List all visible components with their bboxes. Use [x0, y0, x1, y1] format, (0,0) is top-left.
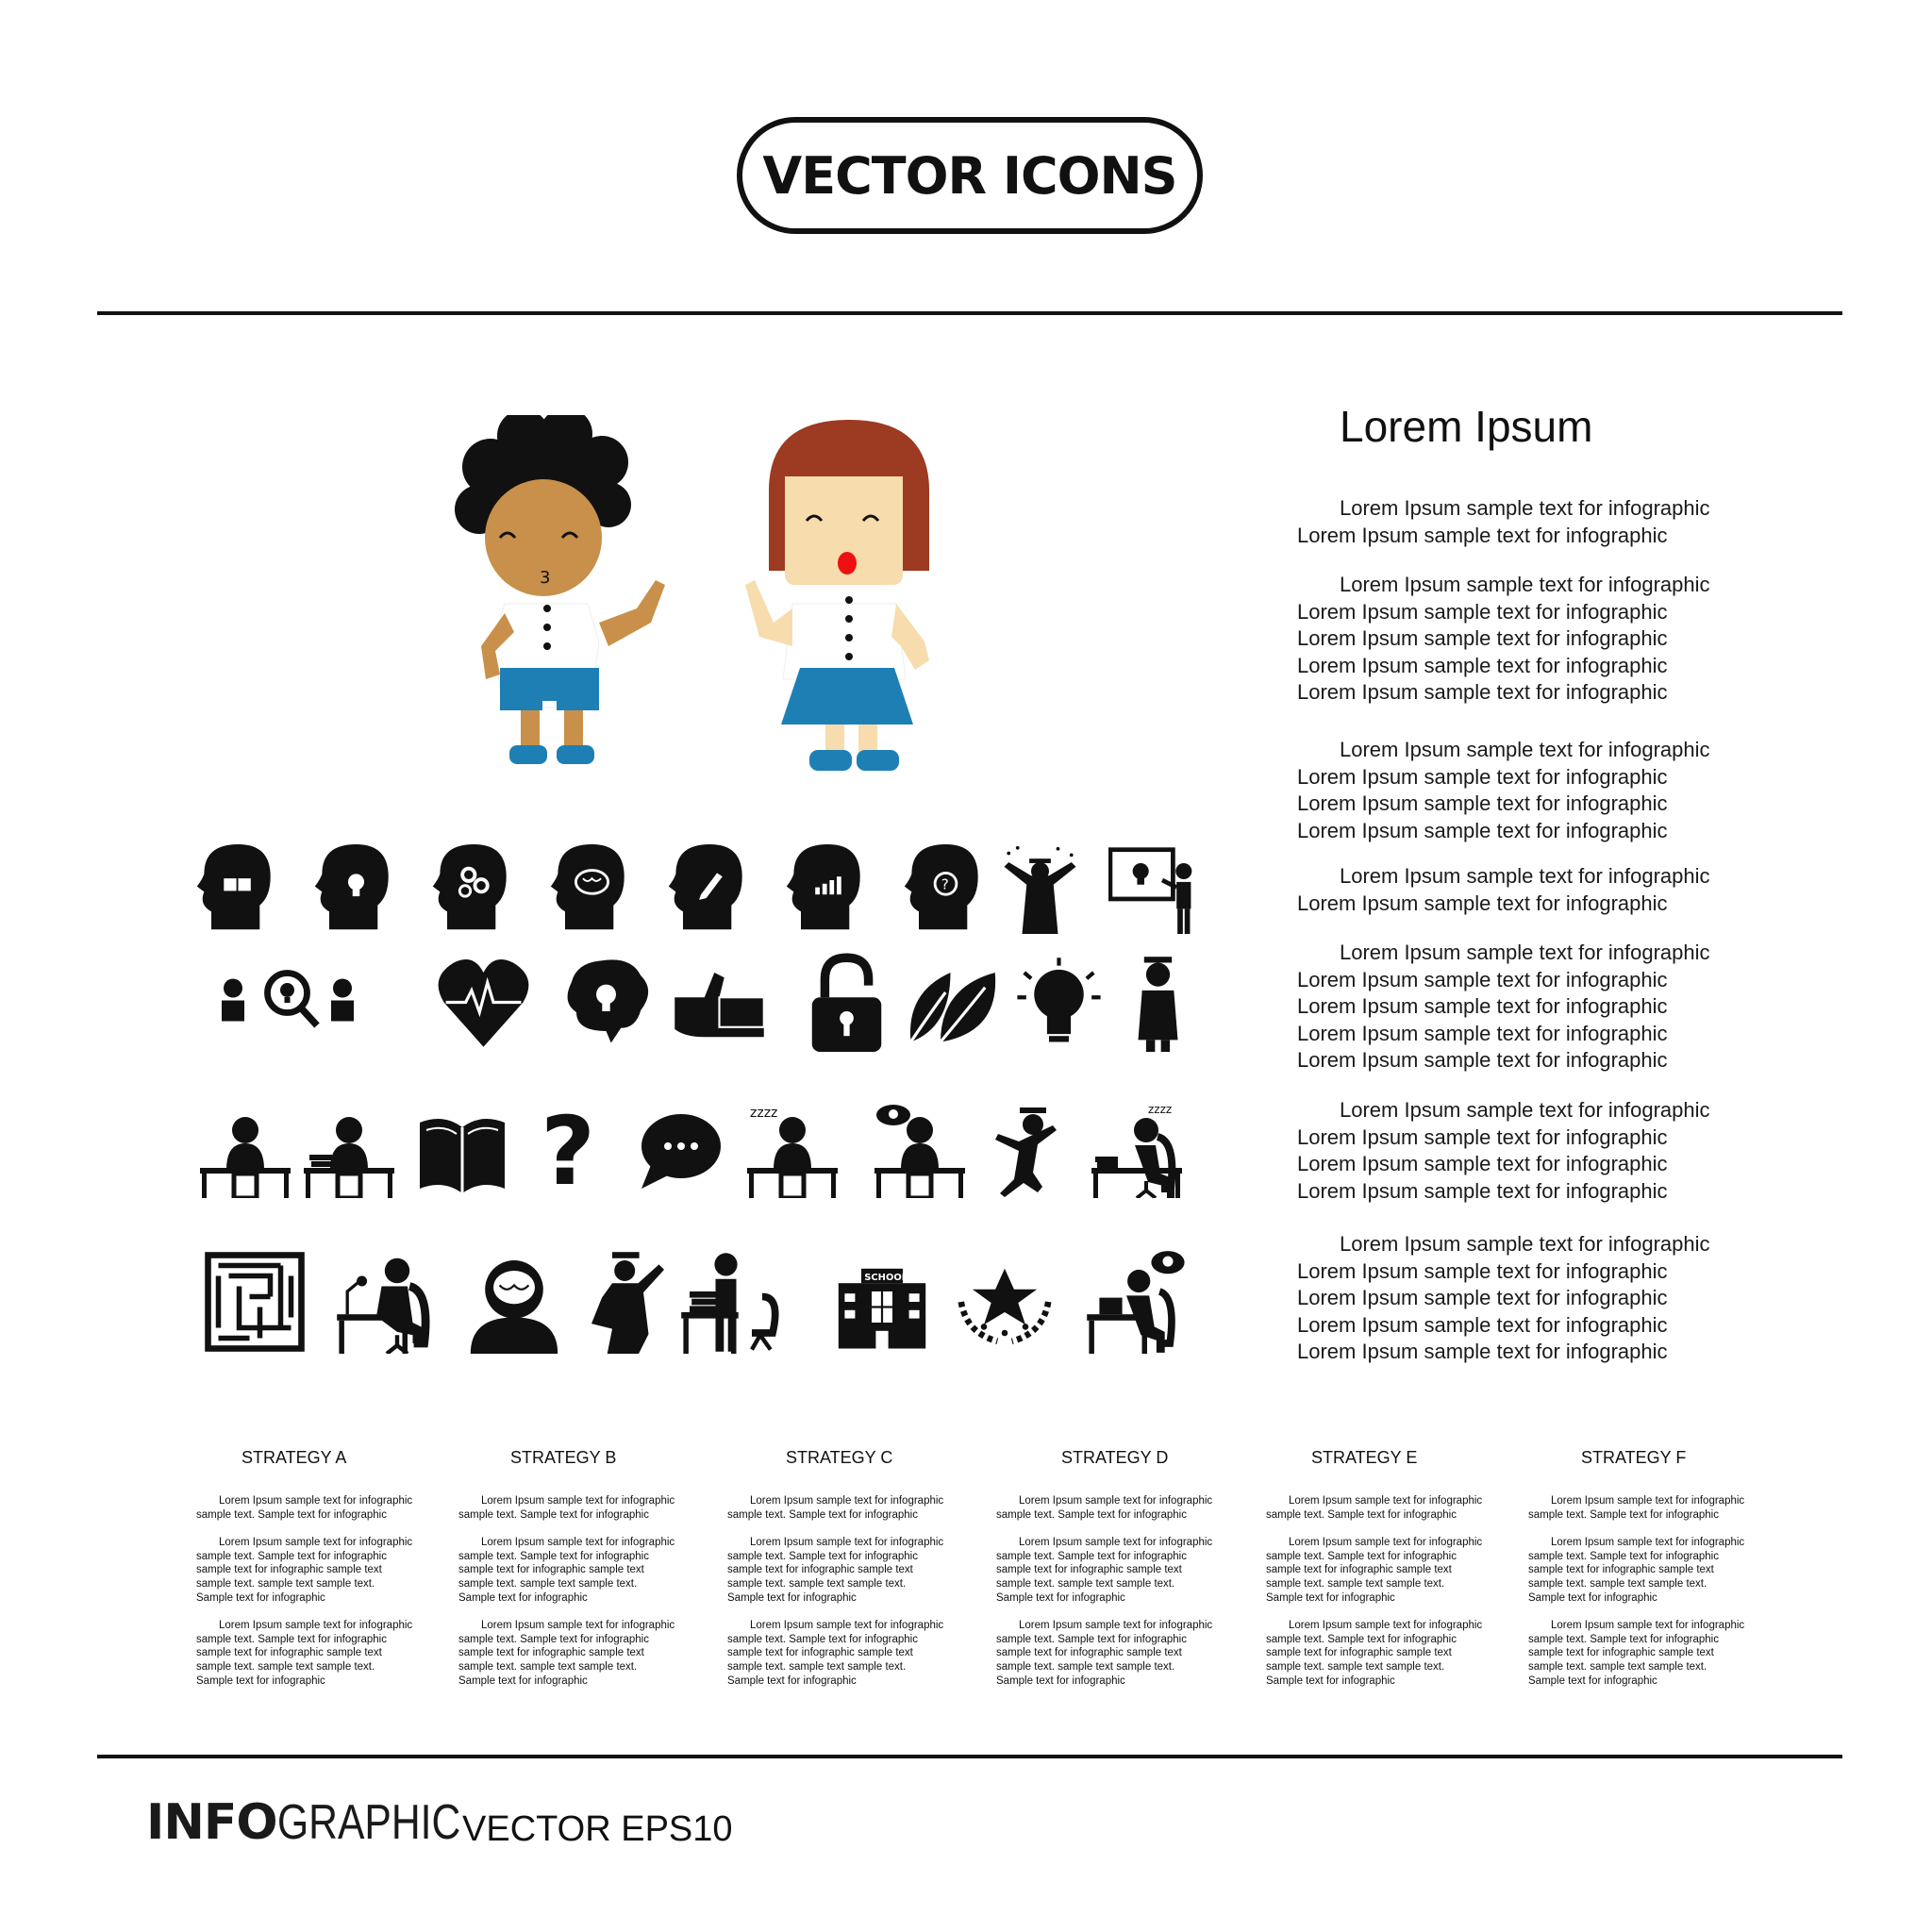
head-question-icon	[901, 844, 991, 934]
strategy-line: sample text. Sample text for infographic	[1528, 1508, 1719, 1521]
strategy-paragraph	[727, 1536, 973, 1605]
strategy-paragraph	[1528, 1619, 1774, 1688]
graduate-celebrate-icon	[995, 844, 1085, 934]
head-bulb-icon	[311, 844, 401, 934]
strategy-line: sample text. sample text sample text.	[727, 1577, 907, 1590]
paragraph-line: Lorem Ipsum sample text for infographic	[1297, 523, 1668, 547]
strategy-title: STRATEGY F	[1581, 1448, 1687, 1467]
student-chair-sleep-icon	[1090, 1104, 1184, 1198]
paragraph-line: Lorem Ipsum sample text for infographic	[1297, 764, 1668, 789]
school-building-icon	[830, 1250, 934, 1354]
head-gears-icon	[429, 844, 519, 934]
right-paragraph	[1297, 1097, 1788, 1205]
strategy-line: sample text. sample text sample text.	[996, 1577, 1175, 1590]
strategy-line: sample text. sample text sample text.	[1266, 1660, 1445, 1673]
paragraph-line: Lorem Ipsum sample text for infographic	[1297, 599, 1668, 624]
paragraph-line: Lorem Ipsum sample text for infographic	[1340, 573, 1710, 596]
paragraph-line: Lorem Ipsum sample text for infographic	[1297, 1312, 1668, 1337]
head-book-icon	[193, 844, 283, 934]
girl-cartoon	[726, 415, 981, 783]
strategy-line: sample text. Sample text for infographic	[1528, 1550, 1719, 1562]
strategy-paragraph	[996, 1494, 1241, 1522]
right-panel-heading: Lorem Ipsum	[1340, 402, 1593, 451]
strategy-line: Lorem Ipsum sample text for infographic	[219, 1537, 413, 1549]
unlock-icon	[797, 953, 896, 1052]
strategy-line: sample text. Sample text for infographic	[996, 1508, 1187, 1521]
top-divider	[97, 311, 1842, 315]
strategy-line: sample text. Sample text for infographic	[458, 1550, 649, 1562]
strategy-line: sample text. Sample text for infographic	[996, 1550, 1187, 1562]
strategy-line: sample text for infographic sample text	[727, 1647, 913, 1659]
paragraph-line: Lorem Ipsum sample text for infographic	[1340, 496, 1710, 520]
page-title: VECTOR ICONS	[762, 145, 1177, 206]
strategy-line: sample text for infographic sample text	[458, 1647, 644, 1659]
strategy-line: Lorem Ipsum sample text for infographic	[750, 1537, 944, 1549]
footer-subtitle: VECTOR EPS10	[462, 1809, 733, 1849]
paragraph-line: Lorem Ipsum sample text for infographic	[1340, 864, 1710, 888]
paragraph-line: Lorem Ipsum sample text for infographic	[1340, 1098, 1710, 1122]
strategy-line: Lorem Ipsum sample text for infographic	[1019, 1495, 1213, 1507]
strategy-line: sample text. sample text sample text.	[1266, 1577, 1445, 1590]
strategy-line: sample text for infographic sample text	[196, 1564, 382, 1576]
strategy-line: sample text. Sample text for infographic	[727, 1550, 918, 1562]
teacher-board-icon	[1108, 844, 1198, 934]
strategy-paragraph	[458, 1619, 704, 1688]
strategy-line: Sample text for infographic	[996, 1674, 1125, 1687]
strategy-line: Lorem Ipsum sample text for infographic	[481, 1495, 675, 1507]
strategy-line: sample text. Sample text for infographic	[1266, 1508, 1457, 1521]
footer-title-light: GRAPHIC	[276, 1795, 460, 1850]
strategy-line: Sample text for infographic	[727, 1674, 857, 1687]
open-book-icon	[415, 1104, 509, 1198]
strategy-body	[196, 1494, 441, 1702]
strategy-line: Sample text for infographic	[1266, 1591, 1395, 1604]
svg-text:?: ?	[541, 1104, 596, 1198]
strategy-title: STRATEGY D	[1061, 1448, 1169, 1467]
strategy-line: Lorem Ipsum sample text for infographic	[750, 1620, 944, 1632]
strategy-line: sample text for infographic sample text	[458, 1564, 644, 1576]
strategy-line: sample text for infographic sample text	[1266, 1564, 1452, 1576]
strategy-title: STRATEGY A	[242, 1448, 347, 1467]
strategy-paragraph	[1528, 1494, 1774, 1522]
question-mark-icon	[524, 1104, 618, 1198]
strategy-paragraph	[996, 1536, 1241, 1605]
strategy-paragraph	[1266, 1536, 1511, 1605]
strategy-paragraph	[458, 1494, 704, 1522]
strategy-line: Lorem Ipsum sample text for infographic	[1551, 1495, 1745, 1507]
strategy-line: sample text. sample text sample text.	[727, 1660, 907, 1673]
paragraph-line: Lorem Ipsum sample text for infographic	[1297, 1286, 1668, 1309]
strategy-line: Lorem Ipsum sample text for infographic	[1019, 1537, 1213, 1549]
strategy-line: sample text. sample text sample text.	[458, 1660, 638, 1673]
strategy-line: Lorem Ipsum sample text for infographic	[481, 1537, 675, 1549]
school-sign-label: SCHOOL	[864, 1272, 908, 1283]
student-sleeping-icon	[745, 1104, 840, 1198]
svg-text:3: 3	[540, 568, 551, 588]
strategy-line: sample text for infographic sample text	[1528, 1564, 1714, 1576]
paragraph-line: Lorem Ipsum sample text for infographic	[1297, 1258, 1668, 1283]
strategy-paragraph	[727, 1619, 973, 1688]
strategy-title: STRATEGY E	[1311, 1448, 1418, 1467]
strategy-line: sample text. Sample text for infographic	[727, 1508, 918, 1521]
strategy-line: sample text. Sample text for infographic	[727, 1633, 918, 1645]
strategy-line: Lorem Ipsum sample text for infographic	[1289, 1537, 1483, 1549]
maze-icon	[203, 1250, 307, 1354]
strategy-line: Sample text for infographic	[1528, 1591, 1657, 1604]
star-laurel-icon	[953, 1250, 1057, 1354]
strategy-line: sample text. Sample text for infographic	[196, 1508, 387, 1521]
leaves-icon	[901, 953, 1000, 1052]
svg-text:zzzz: zzzz	[750, 1106, 778, 1121]
student-laptop-idea-icon	[1085, 1250, 1189, 1354]
strategy-title: STRATEGY C	[786, 1448, 893, 1467]
strategy-line: sample text. sample text sample text.	[996, 1660, 1175, 1673]
strategy-body	[1528, 1494, 1774, 1702]
strategy-body	[727, 1494, 973, 1702]
strategy-body	[458, 1494, 704, 1702]
student-books-chair-icon	[679, 1250, 783, 1354]
strategy-paragraph	[196, 1494, 441, 1522]
strategy-line: Lorem Ipsum sample text for infographic	[481, 1620, 675, 1632]
strategy-line: sample text. Sample text for infographic	[1266, 1633, 1457, 1645]
strategy-body	[996, 1494, 1241, 1702]
right-paragraph	[1297, 863, 1788, 917]
graduate-standing-icon	[1108, 953, 1208, 1052]
strategy-line: Sample text for infographic	[727, 1591, 857, 1604]
graduate-jump-icon	[986, 1104, 1080, 1198]
strategy-body	[1266, 1494, 1511, 1702]
right-paragraph	[1297, 495, 1788, 549]
paragraph-line: Lorem Ipsum sample text for infographic	[1297, 891, 1668, 915]
footer-title	[146, 1794, 501, 1851]
strategy-line: sample text for infographic sample text	[996, 1647, 1182, 1659]
svg-text:zzzz: zzzz	[1148, 1104, 1173, 1116]
strategy-line: Lorem Ipsum sample text for infographic	[219, 1620, 413, 1632]
strategy-line: sample text. sample text sample text.	[196, 1660, 375, 1673]
paragraph-line: Lorem Ipsum sample text for infographic	[1297, 818, 1668, 842]
svg-text:?: ?	[941, 875, 949, 893]
strategy-line: sample text. sample text sample text.	[1528, 1577, 1707, 1590]
strategy-line: Sample text for infographic	[458, 1674, 588, 1687]
right-paragraph	[1297, 1231, 1788, 1366]
student-desk-reading-icon	[198, 1104, 292, 1198]
strategy-line: sample text. Sample text for infographic	[196, 1550, 387, 1562]
footer-title-bold: INFO	[146, 1794, 277, 1851]
strategy-paragraph	[996, 1619, 1241, 1688]
strategy-line: Sample text for infographic	[996, 1591, 1125, 1604]
strategy-line: sample text for infographic sample text	[1266, 1647, 1452, 1659]
right-paragraph	[1297, 940, 1788, 1074]
strategy-line: sample text. Sample text for infographic	[1266, 1550, 1457, 1562]
strategy-line: Lorem Ipsum sample text for infographic	[1551, 1537, 1745, 1549]
brain-bulb-icon	[557, 953, 656, 1052]
paragraph-line: Lorem Ipsum sample text for infographic	[1297, 680, 1668, 704]
student-desk-books-icon	[302, 1104, 396, 1198]
strategy-line: Sample text for infographic	[196, 1591, 325, 1604]
strategy-line: sample text for infographic sample text	[996, 1564, 1182, 1576]
head-pencil-icon	[665, 844, 755, 934]
strategy-line: Lorem Ipsum sample text for infographic	[1289, 1495, 1483, 1507]
strategy-paragraph	[196, 1619, 441, 1688]
strategy-line: sample text for infographic sample text	[196, 1647, 382, 1659]
paragraph-line: Lorem Ipsum sample text for infographic	[1297, 1021, 1668, 1045]
paragraph-line: Lorem Ipsum sample text for infographic	[1297, 1152, 1668, 1175]
strategy-title: STRATEGY B	[510, 1448, 617, 1467]
light-bulb-icon	[1009, 953, 1108, 1052]
strategy-paragraph	[1266, 1619, 1511, 1688]
strategy-line: Lorem Ipsum sample text for infographic	[1551, 1620, 1745, 1632]
graduate-diploma-icon	[571, 1250, 675, 1354]
strategy-line: sample text. sample text sample text.	[458, 1577, 638, 1590]
paragraph-line: Lorem Ipsum sample text for infographic	[1297, 791, 1668, 815]
strategy-line: sample text. Sample text for infographic	[458, 1633, 649, 1645]
strategy-line: sample text. sample text sample text.	[196, 1577, 375, 1590]
paragraph-line: Lorem Ipsum sample text for infographic	[1297, 994, 1668, 1018]
head-brain-bust-icon	[462, 1250, 566, 1354]
paragraph-line: Lorem Ipsum sample text for infographic	[1340, 1232, 1710, 1256]
strategy-paragraph	[1266, 1494, 1511, 1522]
strategy-line: Sample text for infographic	[196, 1674, 325, 1687]
title-badge	[737, 117, 1203, 234]
student-idea-icon	[873, 1104, 967, 1198]
strategy-paragraph	[458, 1536, 704, 1605]
strategy-line: Sample text for infographic	[1266, 1674, 1395, 1687]
strategy-line: Lorem Ipsum sample text for infographic	[1289, 1620, 1483, 1632]
paragraph-line: Lorem Ipsum sample text for infographic	[1297, 1178, 1668, 1203]
strategy-line: sample text. Sample text for infographic	[196, 1633, 387, 1645]
strategy-paragraph	[1528, 1536, 1774, 1605]
paragraph-line: Lorem Ipsum sample text for infographic	[1297, 653, 1668, 677]
strategy-line: sample text. Sample text for infographic	[458, 1508, 649, 1521]
paragraph-line: Lorem Ipsum sample text for infographic	[1297, 1048, 1668, 1072]
people-search-idea-icon	[212, 953, 363, 1052]
strategy-line: sample text. Sample text for infographic	[1528, 1633, 1719, 1645]
head-chart-icon	[783, 844, 873, 934]
right-paragraph	[1297, 737, 1788, 844]
speech-bubble-icon	[632, 1104, 726, 1198]
paragraph-line: Lorem Ipsum sample text for infographic	[1297, 1340, 1668, 1363]
heart-pulse-icon	[434, 953, 533, 1052]
paragraph-line: Lorem Ipsum sample text for infographic	[1297, 967, 1668, 991]
paragraph-line: Lorem Ipsum sample text for infographic	[1340, 941, 1710, 964]
strategy-paragraph	[727, 1494, 973, 1522]
student-lamp-desk-icon	[335, 1250, 439, 1354]
paragraph-line: Lorem Ipsum sample text for infographic	[1297, 626, 1668, 650]
paragraph-line: Lorem Ipsum sample text for infographic	[1297, 1124, 1668, 1149]
strategy-line: Lorem Ipsum sample text for infographic	[750, 1495, 944, 1507]
strategy-line: sample text for infographic sample text	[1528, 1647, 1714, 1659]
strategy-line: Lorem Ipsum sample text for infographic	[1019, 1620, 1213, 1632]
boy-cartoon	[434, 415, 689, 774]
strategy-line: Sample text for infographic	[1528, 1674, 1657, 1687]
strategy-line: sample text. Sample text for infographic	[996, 1633, 1187, 1645]
strategy-line: Sample text for infographic	[458, 1591, 588, 1604]
strategy-line: sample text for infographic sample text	[727, 1564, 913, 1576]
strategy-paragraph	[196, 1536, 441, 1605]
bottom-divider	[97, 1755, 1842, 1758]
strategy-line: Lorem Ipsum sample text for infographic	[219, 1495, 413, 1507]
paragraph-line: Lorem Ipsum sample text for infographic	[1340, 738, 1710, 761]
head-brain-icon	[547, 844, 637, 934]
right-paragraph	[1297, 572, 1788, 707]
handshake-icon	[670, 953, 769, 1052]
strategy-line: sample text. sample text sample text.	[1528, 1660, 1707, 1673]
